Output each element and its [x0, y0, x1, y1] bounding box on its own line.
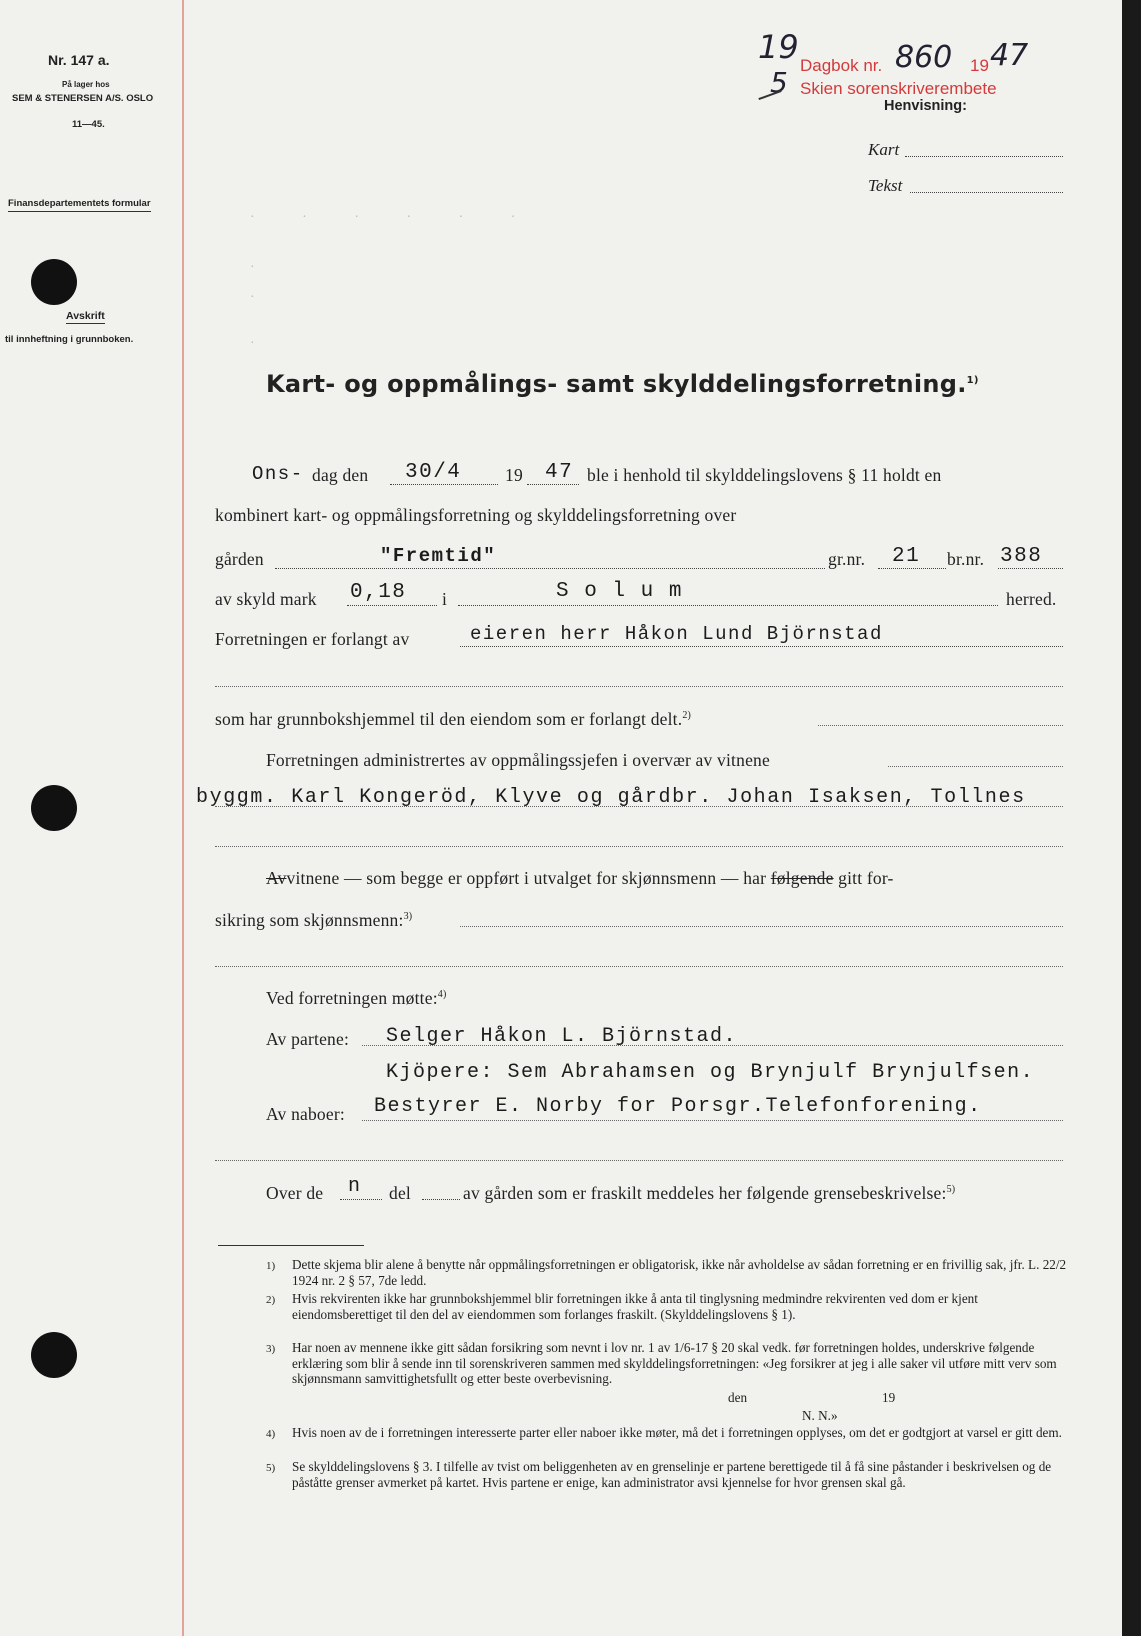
- dag-den-label: dag den: [312, 465, 369, 485]
- garden-label: gården: [215, 549, 264, 569]
- blank-dotted-line: [215, 686, 1063, 687]
- struck-word: følgende: [770, 868, 834, 888]
- herred-label: herred.: [1006, 589, 1057, 609]
- form-date-code: 11—45.: [72, 119, 105, 130]
- footnote-1-mark: 1): [266, 1260, 276, 1272]
- title-text: Kart- og oppmålings- samt skylddelingsforretning.: [266, 370, 967, 398]
- line10: [266, 988, 447, 1009]
- parties-label: Av partene:: [266, 1029, 350, 1049]
- punch-hole-middle: [31, 785, 77, 831]
- kart-label: Kart: [868, 140, 900, 159]
- line11: [463, 1183, 955, 1204]
- date-typed: 30/4: [405, 461, 462, 484]
- farm-name: "Fremtid": [380, 545, 497, 567]
- year-suffix: 47: [990, 38, 1029, 73]
- skyld-dotted-line: [347, 605, 437, 606]
- line9-text: sikring som skjønnsmenn:: [215, 910, 404, 930]
- line9-dotted-line: [460, 926, 1063, 927]
- henvisning-label: Henvisning:: [884, 98, 967, 114]
- title-footnote: 1): [966, 375, 979, 386]
- office-stamp: Skien sorenskriverembete: [800, 79, 997, 98]
- blank-dotted-line-2: [215, 846, 1063, 847]
- del-label: del: [389, 1183, 411, 1203]
- bleed-through-dot: ·: [250, 290, 255, 305]
- part-dotted-line: [340, 1199, 382, 1200]
- footnote-3-den: den: [728, 1390, 748, 1405]
- blank-dotted-line-4: [215, 1160, 1063, 1161]
- neighbours-dotted-line: [362, 1120, 1063, 1121]
- witnesses: byggm. Karl Kongeröd, Klyve og gårdbr. Johan Isaksen, Tollnes: [196, 786, 1026, 809]
- copy-note: til innheftning i grunnboken.: [5, 334, 134, 345]
- year-dotted-line: [527, 484, 579, 485]
- line9-footnote: 3): [403, 911, 413, 923]
- grnr-dotted-line: [878, 568, 946, 569]
- witnesses-dotted-line: [215, 806, 1063, 807]
- line7-dotted-line: [888, 766, 1063, 767]
- tekst-dotted-line: [910, 192, 1063, 193]
- punch-hole-top: [31, 259, 77, 305]
- del-dotted-line: [422, 1199, 460, 1200]
- bleed-through-dot: ·: [250, 336, 255, 351]
- grnr-label: gr.nr.: [828, 549, 866, 569]
- brnr-value: 388: [1000, 545, 1043, 568]
- farm-dotted-line: [275, 568, 825, 569]
- footnote-1: Dette skjema blir alene å benytte når oppmålingsforretningen er obligatorisk, ikke når avholdelse av sådan forretning er en frivillig sak, jfr. L. 22/2 1924 nr. 2 § 57, 7de ledd.: [292, 1257, 1067, 1288]
- line8-text1: vitnene — som begge er oppført i utvalget for skjønnsmenn — har: [286, 868, 767, 888]
- seller: Selger Håkon L. Björnstad.: [386, 1025, 738, 1048]
- bleed-through-dot: ·: [250, 260, 255, 275]
- copy-label: Avskrift: [66, 310, 105, 324]
- year-prefix: 19: [970, 56, 989, 75]
- kart-dotted-line: [905, 156, 1063, 157]
- handwritten-day: 19: [758, 28, 799, 66]
- over-label: Over de: [266, 1183, 324, 1203]
- line8-text2: gitt for-: [838, 868, 894, 888]
- footnote-3-initials: N. N.»: [802, 1408, 838, 1423]
- margin-rule: [182, 0, 184, 1636]
- year-typed: 47: [545, 461, 574, 484]
- brnr-label: br.nr.: [947, 549, 985, 569]
- part-typed: n: [348, 1175, 362, 1198]
- line6-text: som har grunnbokshjemmel til den eiendom som er forlangt delt.: [215, 709, 683, 729]
- grnr-value: 21: [892, 545, 921, 568]
- line6-footnote: 2): [682, 710, 692, 722]
- footnote-2-mark: 2): [266, 1294, 276, 1306]
- skyld-label: av skyld mark: [215, 589, 317, 609]
- dagbok-label: Dagbok nr.: [800, 56, 883, 75]
- date-dotted-line: [390, 484, 498, 485]
- neighbours-value: Bestyrer E. Norby for Porsgr.Telefonforening.: [374, 1095, 982, 1118]
- buyers: Kjöpere: Sem Abrahamsen og Brynjulf Brynjulfsen.: [386, 1061, 1035, 1084]
- skyld-value: 0,18: [350, 581, 407, 604]
- line1-rest: ble i henhold til skylddelingslovens § 11 holdt en: [587, 465, 942, 485]
- neighbours-label: Av naboer:: [266, 1104, 345, 1124]
- line2-text: kombinert kart- og oppmålingsforretning og skylddelingsforretning over: [215, 505, 737, 525]
- line10-text: Ved forretningen møtte:: [266, 988, 438, 1008]
- punch-hole-bottom: [31, 1332, 77, 1378]
- brnr-dotted-line: [998, 568, 1063, 569]
- herred-name: S o l u m: [556, 580, 683, 603]
- line6: [215, 709, 691, 730]
- ministry-label: Finansdepartementets formular: [8, 198, 151, 212]
- printer-name: SEM & STENERSEN A/S. OSLO: [12, 93, 154, 104]
- requester-dotted-line: [460, 646, 1063, 647]
- line6-dotted-line: [818, 725, 1063, 726]
- weekday-typed: Ons-: [252, 463, 304, 485]
- document-title: [266, 370, 979, 398]
- footnote-4-mark: 4): [266, 1428, 276, 1440]
- seller-dotted-line: [362, 1045, 1063, 1046]
- line11-footnote: 5): [946, 1184, 956, 1196]
- struck-prefix: Av: [266, 868, 287, 888]
- line10-footnote: 4): [437, 989, 447, 1001]
- year-prefix-print: 19: [505, 465, 523, 485]
- printer-line: På lager hos: [62, 80, 110, 89]
- line9: [215, 910, 412, 931]
- footnote-2: Hvis rekvirenten ikke har grunnbokshjemmel blir forretningen ikke å anta til tinglysning medmindre rekvirenten ved dom er kjent eiendomsberettiget til den del av eiendommen som forlanges fraskilt. (Skylddelingslovens § 1).: [292, 1291, 978, 1322]
- bleed-through-marks: · · · · · ·: [250, 210, 538, 225]
- requester-value: eieren herr Håkon Lund Björnstad: [470, 623, 883, 645]
- handwritten-month: 5: [770, 66, 788, 99]
- footnote-3: Har noen av mennene ikke gitt sådan forsikring som nevnt i lov nr. 1 av 1/6-17 § 20 skal vedk. før forretningen holdes, underskrive følgende erklæring som blir å sende inn til sorenskriveren sammen med skylddelingsforretningen: «Jeg forsikrer at jeg i alle saker vil utføre mitt verv som skjønnsmann samvittighetsfullt og etter beste overbevisning.: [292, 1340, 1057, 1386]
- blank-dotted-line-3: [215, 966, 1063, 967]
- footnote-5-mark: 5): [266, 1462, 276, 1474]
- footnote-4: Hvis noen av de i forretningen interesserte parter eller naboer ikke møter, må det i forretningen opplyses, om det er godtgjort at varsel er gitt dem.: [292, 1425, 1062, 1440]
- footnote-separator: [218, 1245, 364, 1246]
- footnote-3-mark: 3): [266, 1343, 276, 1355]
- footnote-5: Se skylddelingslovens § 3. I tilfelle av tvist om beliggenheten av en grenselinje er partene berettigede til å få sine påstander i beskrivelsen og de påståtte grenser avmerket på kartet. Hvis partene er enige, kan administrator avsi kjennelse for hvor grensen skal gå.: [292, 1459, 1052, 1490]
- footnote-3-year: 19: [882, 1390, 896, 1405]
- tekst-label: Tekst: [868, 176, 903, 195]
- line11-text: av gården som er fraskilt meddeles her følgende grensebeskrivelse:: [463, 1183, 947, 1203]
- i-label: i: [442, 589, 448, 609]
- herred-dotted-line: [458, 605, 998, 606]
- line7-text: Forretningen administrertes av oppmålingssjefen i overvær av vitnene: [266, 750, 770, 770]
- line8: [266, 868, 894, 889]
- form-number: Nr. 147 a.: [48, 52, 110, 68]
- dagbok-number: 860: [895, 40, 953, 75]
- requester-label: Forretningen er forlangt av: [215, 629, 410, 649]
